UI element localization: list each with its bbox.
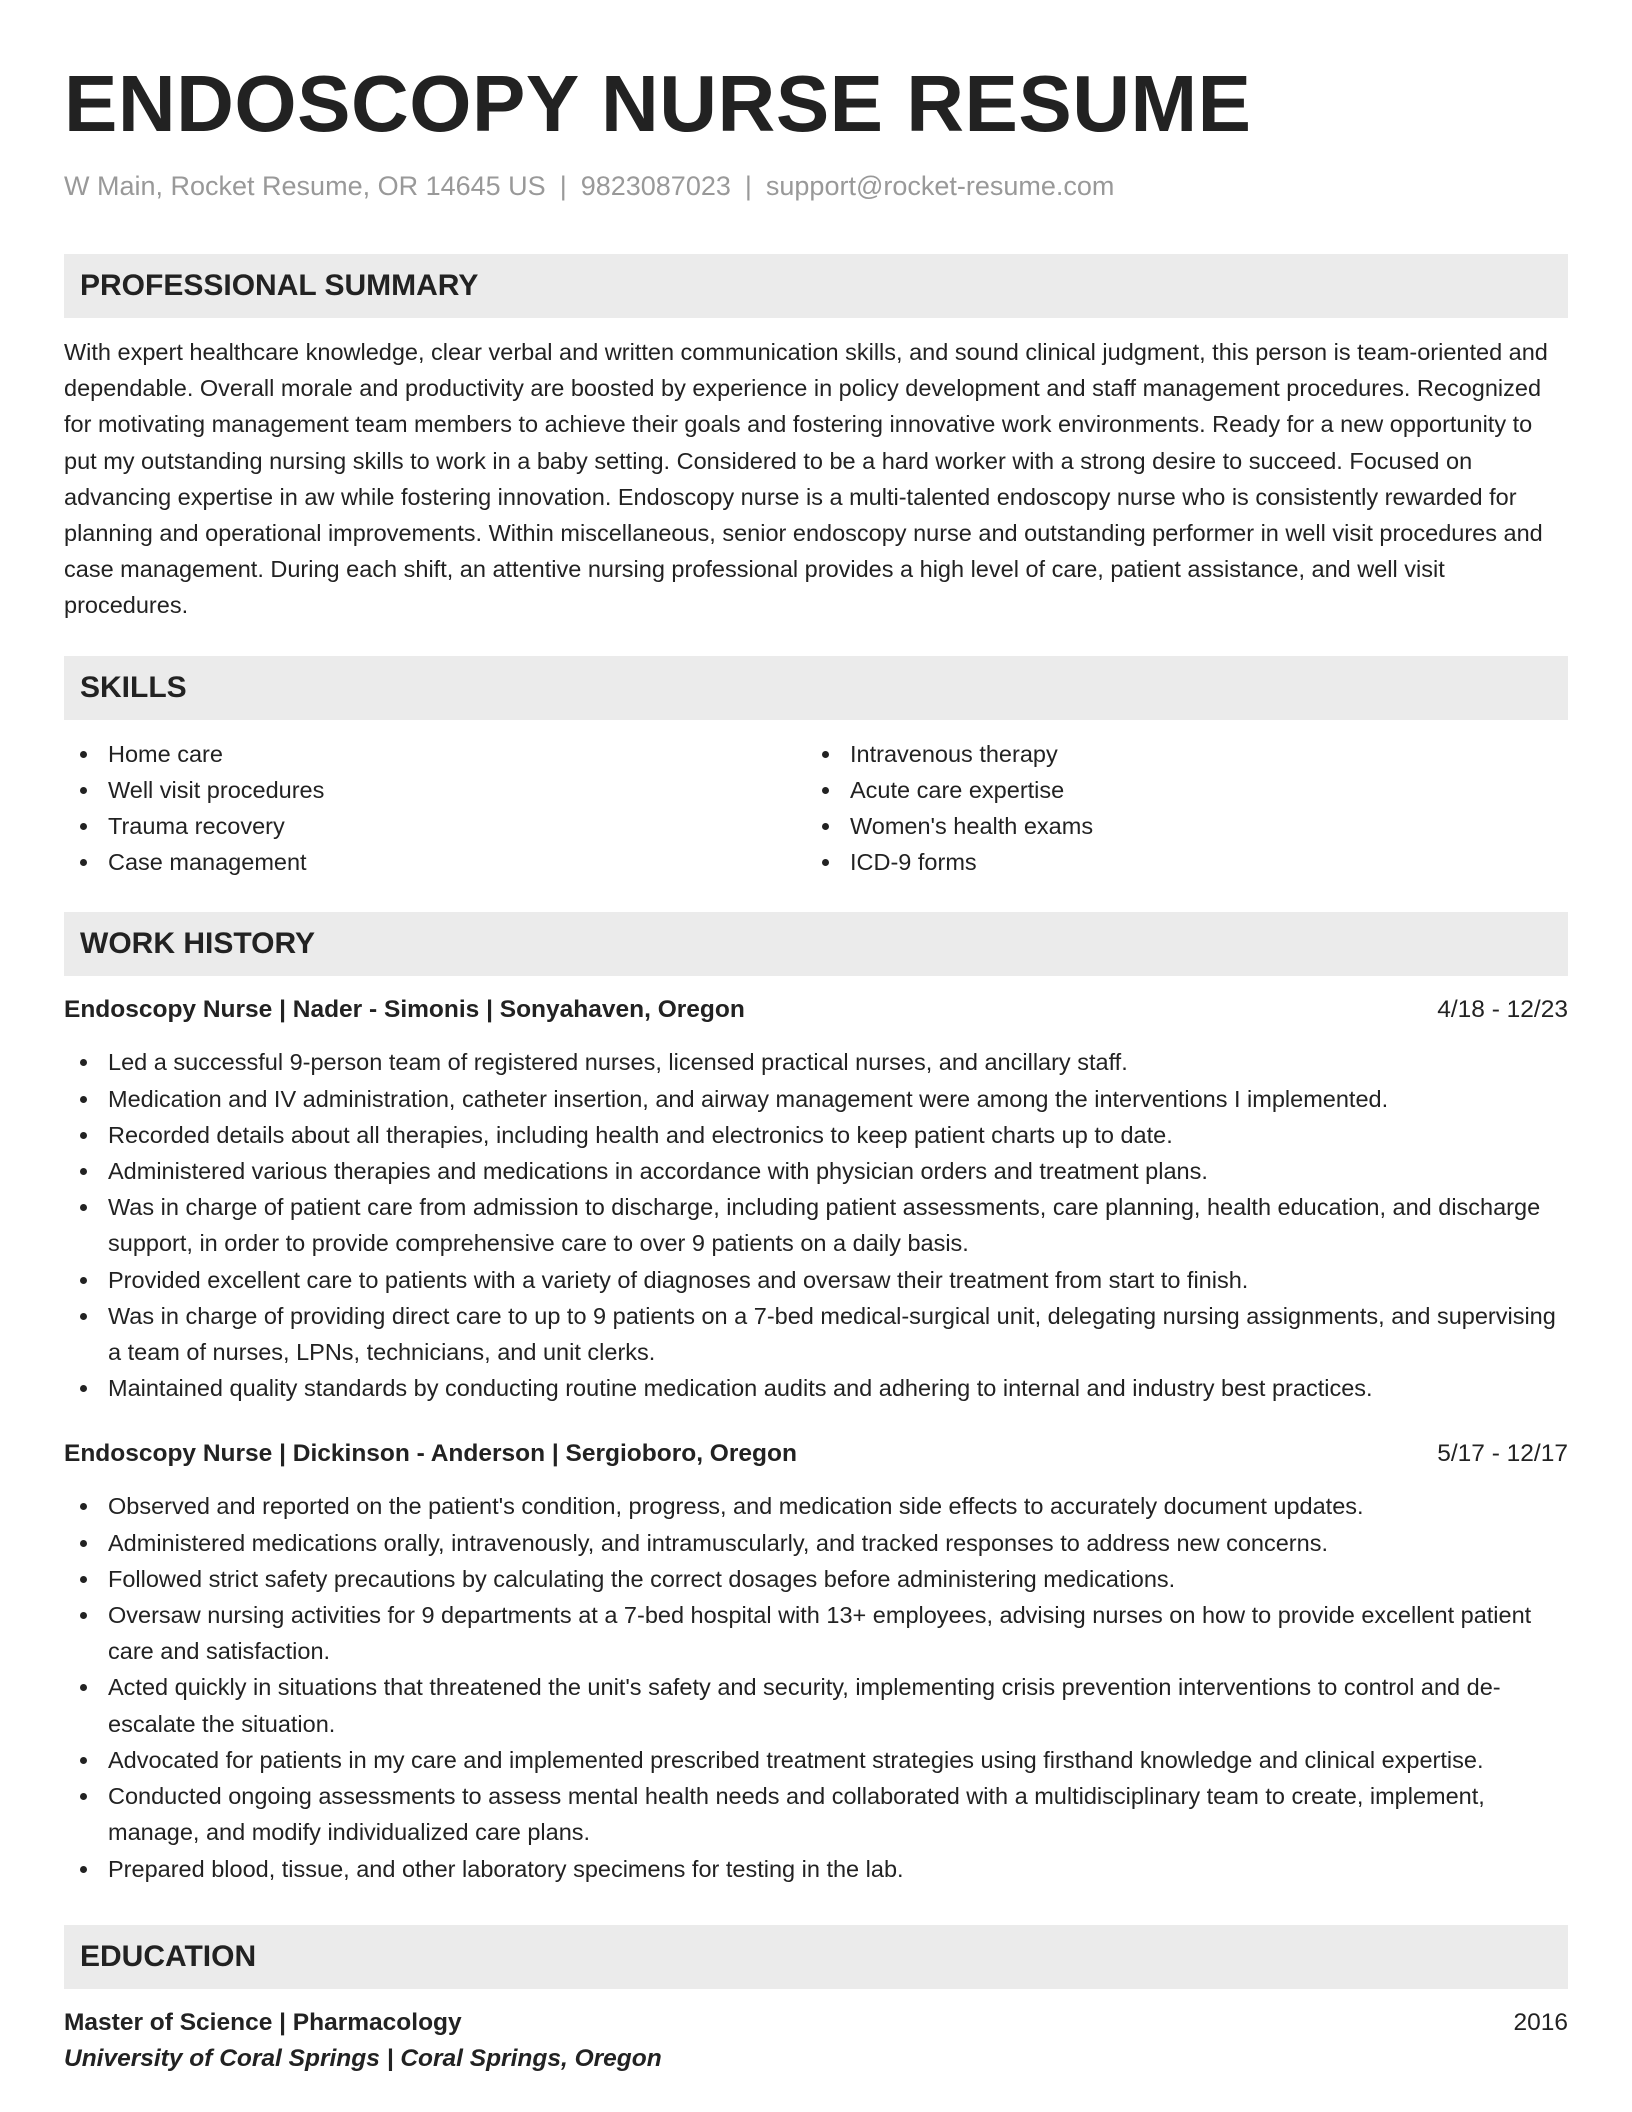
skill-item: Intravenous therapy — [806, 736, 1548, 772]
skills-grid — [64, 736, 1568, 881]
job-heading — [64, 992, 1568, 1028]
job-bullet: Maintained quality standards by conducting routine medication audits and adhering to internal and industry best practices. — [64, 1370, 1568, 1406]
skill-item: Trauma recovery — [64, 808, 806, 844]
resume-page — [64, 56, 1568, 2077]
school-name: University of Coral Springs | Coral Springs, Oregon — [64, 2044, 662, 2072]
job-bullet: Was in charge of patient care from admission to discharge, including patient assessments, care planning, health education, and discharge support, in order to provide comprehensive care to over 9 patients on a daily basis. — [64, 1189, 1568, 1261]
job-dates: 4/18 - 12/23 — [1437, 996, 1568, 1024]
job-bullet: Observed and reported on the patient's condition, progress, and medication side effects to accurately document updates. — [64, 1488, 1568, 1524]
job-dates: 5/17 - 12/17 — [1437, 1440, 1568, 1468]
contact-phone: 9823087023 — [580, 171, 731, 201]
skills-column-right — [806, 736, 1548, 881]
job-heading — [64, 1436, 1568, 1472]
skill-item: Acute care expertise — [806, 772, 1548, 808]
resume-title: ENDOSCOPY NURSE RESUME — [64, 59, 1252, 148]
education-heading — [64, 2005, 1568, 2041]
skill-item: ICD-9 forms — [806, 844, 1548, 880]
job-bullets — [64, 1044, 1568, 1406]
job-bullet: Conducted ongoing assessments to assess mental health needs and collaborated with a multidisciplinary team to create, implement, manage, and modify individualized care plans. — [64, 1778, 1568, 1850]
degree: Master of Science | Pharmacology — [64, 2008, 462, 2036]
skill-item: Home care — [64, 736, 806, 772]
job-bullet: Oversaw nursing activities for 9 departments at a 7-bed hospital with 13+ employees, advising nurses on how to provide excellent patient care and satisfaction. — [64, 1597, 1568, 1669]
job-bullet: Acted quickly in situations that threatened the unit's safety and security, implementing crisis prevention interventions to control and de-escalate the situation. — [64, 1669, 1568, 1741]
section-header-education: EDUCATION — [64, 1925, 1568, 1989]
job-bullet: Advocated for patients in my care and implemented prescribed treatment strategies using firsthand knowledge and clinical expertise. — [64, 1742, 1568, 1778]
job-title: Endoscopy Nurse | Nader - Simonis | Sonyahaven, Oregon — [64, 996, 745, 1024]
job-bullet: Administered medications orally, intravenously, and intramuscularly, and tracked responses to address new concerns. — [64, 1525, 1568, 1561]
skill-item: Case management — [64, 844, 806, 880]
summary-text: With expert healthcare knowledge, clear verbal and written communication skills, and sound clinical judgment, this person is team-oriented and dependable. Overall morale and productivity are boosted by experience in policy development and staff management procedures. Recognized for motivating management team members to achieve their goals and fostering innovative work environments. Ready for a new opportunity to put my outstanding nursing skills to work in a baby setting. Considered to be a hard worker with a strong desire to succeed. Focused on advancing expertise in aw while fostering innovation. Endoscopy nurse is a multi-talented endoscopy nurse who is consistently rewarded for planning and operational improvements. Within miscellaneous, senior endoscopy nurse and outstanding performer in well visit procedures and case management. During each shift, an attentive nursing professional provides a high level of care, patient assistance, and well visit procedures. — [64, 339, 1548, 619]
job-bullet: Provided excellent care to patients with a variety of diagnoses and oversaw their treatment from start to finish. — [64, 1262, 1568, 1298]
job-bullets — [64, 1488, 1568, 1886]
job-bullet: Medication and IV administration, catheter insertion, and airway management were among the interventions I implemented. — [64, 1081, 1568, 1117]
skills-column-left — [64, 736, 806, 881]
contact-line — [64, 168, 1568, 204]
contact-separator: | — [559, 171, 567, 201]
job-bullet: Was in charge of providing direct care to up to 9 patients on a 7-bed medical-surgical unit, delegating nursing assignments, and supervising a team of nurses, LPNs, technicians, and unit clerks. — [64, 1298, 1568, 1370]
job-title: Endoscopy Nurse | Dickinson - Anderson | Sergioboro, Oregon — [64, 1440, 797, 1468]
section-header-skills: SKILLS — [64, 656, 1568, 720]
job-bullet: Recorded details about all therapies, including health and electronics to keep patient charts up to date. — [64, 1117, 1568, 1153]
contact-separator: | — [744, 171, 752, 201]
skill-item: Women's health exams — [806, 808, 1548, 844]
job-bullet: Followed strict safety precautions by calculating the correct dosages before administering medications. — [64, 1561, 1568, 1597]
job-bullet: Led a successful 9-person team of registered nurses, licensed practical nurses, and ancillary staff. — [64, 1044, 1568, 1080]
section-header-work-history: WORK HISTORY — [64, 912, 1568, 976]
section-header-summary: PROFESSIONAL SUMMARY — [64, 254, 1568, 318]
graduation-year: 2016 — [1513, 2008, 1568, 2036]
contact-email: support@rocket-resume.com — [765, 171, 1115, 201]
skill-item: Well visit procedures — [64, 772, 806, 808]
job-bullet: Administered various therapies and medications in accordance with physician orders and treatment plans. — [64, 1153, 1568, 1189]
contact-address: W Main, Rocket Resume, OR 14645 US — [64, 171, 546, 201]
job-bullet: Prepared blood, tissue, and other laboratory specimens for testing in the lab. — [64, 1851, 1568, 1887]
